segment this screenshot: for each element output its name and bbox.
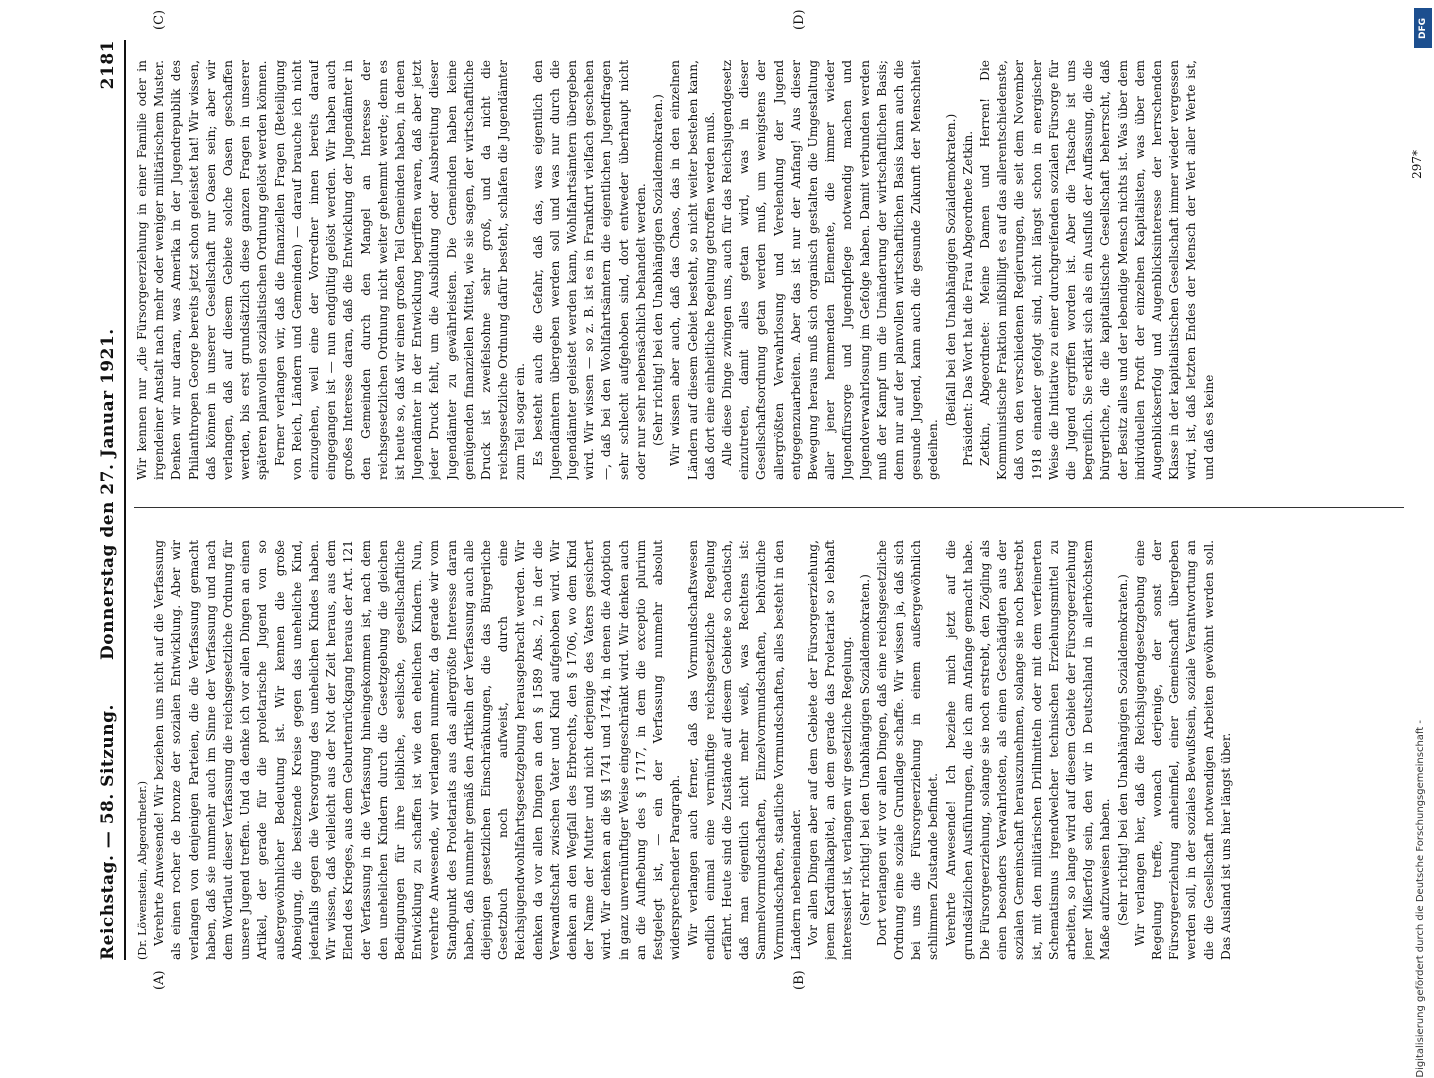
interjection: (Beifall bei den Unabhängigen Sozialdemokraten.) xyxy=(943,113,958,427)
margin-mark-b: (B) xyxy=(792,970,807,990)
page-number: 2181 xyxy=(98,40,118,90)
paragraph: Es besteht auch die Gefahr, daß das, was eigentlich den Jugendämtern übergeben werden soll und was nur durch die Jugendämter geleistet werden kann, Wohlfahrtsämtern übergeben wird. Wir wissen — so z. B. ist es in Frankfurt vielfach geschehen —, daß bei den Wohlfahrtsämtern die eigentlichen Jugendfragen sehr schlecht aufgehoben sind, dort entweder überhaupt nicht oder nur sehr nebensächlich behandelt werden. xyxy=(530,60,648,480)
paragraph: Zetkin, Abgeordnete: Meine Damen und Herren! Die Kommunistische Fraktion mißbilligt es auf das allerentschiedenste, daß von den verschiedenen Regierungen, die seit dem November 1918 einander gefolgt sind, nicht längst schon in energischer Weise die Initiative zu einer durchgreifenden sozialen Fürsorge für die Jugend ergriffen worden ist. Aber die Tatsache ist uns begreiflich. Sie erklärt sich als ein Ausfluß der Auffassung, die die bürgerliche, die die kapitalistische Gesellschaft beherrscht, daß der Besitz alles und der lebendige Mensch nichts ist. Was über dem individuellen Profit der einzelnen Kapitalisten, was über dem Augenblickserfolg und Augenblicksinteresse der herrschenden Klasse in der kapitalistischen Gesellschaft immer wieder vergessen wird, ist, daß letzten Endes der Mensch der Wert aller Werte ist, und daß es keine xyxy=(977,60,1216,480)
interjection: (Sehr richtig! bei den Unabhängigen Sozialdemokraten.) xyxy=(857,574,872,926)
interjection: (Sehr richtig! bei den Unabhängigen Sozialdemokraten.) xyxy=(651,94,666,446)
paragraph: Alle diese Dinge zwingen uns, auch für das Reichsjugendgesetz einzutreten, damit alles getan wird, was in dieser Gesellschaftsordnung getan werden muß, um wenigstens der allergrößten Verwahrlosung und Verelendung der Jugend entgegenzuarbeiten. Aber das ist nur der Anfang! Aus dieser Bewegung heraus muß sich organisch gestalten die Umgestaltung aller jener hemmenden Elemente, die immer wieder Jugendfürsorge und Jugendpflege notwendig machen und Jugendverwahrlosung im Gefolge haben. Damit verbunden werden muß der Kampf um die Umänderung der wirtschaftlichen Basis; denn nur auf der planvollen wirtschaftlichen Basis kann auch die gesunde Jugend, kann auch die gesunde Zukunft der Menschheit gedeihen. xyxy=(719,60,941,480)
paragraph: Wir verlangen hier, daß die Reichsjugendgesetzgebung eine Regelung treffe, wonach derjenige, der sonst der Fürsorgeerziehung anheimfiel, einer Gemeinschaft übergeben werden soll, in der soziales Bewußtsein, soziale Verantwortung an die die Gesellschaft notwendigen Arbeiten gewöhnt werden soll. Das Ausland ist uns hier längst über. xyxy=(1132,540,1233,960)
dfg-sidebar xyxy=(1412,0,1434,1078)
margin-mark-c: (C) xyxy=(152,9,167,30)
paragraph: Verehrte Anwesende! Wir beziehen uns nicht auf die Verfassung als einen rocher de bronze der sozialen Entwicklung. Aber wir verlangen von denjenigen Parteien, die die Verfassung gemacht haben, daß sie nunmehr auch im Sinne der Verfassung und nach dem Wortlaut dieser Verfassung die reichsgesetzliche Ordnung für unsere Jugend treffen. Und da denke ich vor allen Dingen an einen Artikel, der gerade für die proletarische Jugend von so außergewöhnlicher Bedeutung ist. Wir kennen die große Abneigung, die besitzende Kreise gegen das uneheliche Kind, jedenfalls gegen die Versorgung des unehelichen Kindes haben. Wir wissen, daß vielleicht aus der Not der Zeit heraus, aus dem Elend des Krieges, aus dem Geburtenrückgang heraus der Art. 121 der Verfassung in die Verfassung hineingekommen ist, nach dem den unehelichen Kindern durch die Gesetzgebung die gleichen Bedingungen für ihre leibliche, seelische, gesellschaftliche Entwicklung zu schaffen ist wie den ehelichen Kindern. Nun, verehrte Anwesende, wir verlangen nunmehr, da gerade wir vom Standpunkt des Proletariats aus das allergrößte Interesse daran haben, daß nunmehr gemäß den Artikeln der Verfassung auch alle diejenigen gesetzlichen Einschränkungen, die das Bürgerliche Gesetzbuch noch aufweist, durch eine Reichsjugendwohlfahrtsgesetzgebung herausgebracht werden. Wir denken da vor allen Dingen an den § 1589 Abs. 2, in der die Verwandtschaft zwischen Vater und Kind aufgehoben wird. Wir denken an den Wegfall des Erbrechts, den § 1706, wo dem Kind der Name der Mutter und nicht derjenige des Vaters gesichert wird. Wir denken an die §§ 1741 und 1744, in denen die Adoption in ganz unvernünftiger Weise eingeschränkt wird. Wir denken auch an die Aufhebung des § 1717, in dem die exceptio plurium festgelegt ist, — ein der Verfassung nunmehr absolut widersprechender Paragraph. xyxy=(152,540,683,960)
header-rule xyxy=(124,40,126,960)
margin-mark-a: (A) xyxy=(152,970,167,990)
interjection: (Sehr richtig! bei den Unabhängigen Sozialdemokraten.) xyxy=(1115,574,1130,926)
paragraph: Wir verlangen auch ferner, daß das Vormundschaftswesen endlich einmal eine vernünftige reichsgesetzliche Regelung erfährt. Heute sind die Zustände auf diesem Gebiete so chaotisch, daß man eigentlich nicht mehr weiß, was Rechtens ist: Sammelvormundschaften, Einzelvormundschaften, behördliche Vormundschaften, staatliche Vormundschaften, alles besteht in den Ländern nebeneinander. xyxy=(685,540,803,960)
paragraph: Ferner verlangen wir, daß die finanziellen Fragen (Beteiligung von Reich, Ländern und Gemeinden) — darauf brauche ich nicht einzugehen, weil eine der Vorredner innen bereits darauf eingegangen ist — nun endgültig gelöst werden. Wir haben auch großes Interesse daran, daß die Entwicklung der Jugendämter in den Gemeinden durch den Mangel an Interesse der reichsgesetzlichen Ordnung nicht weiter gehemmt werde; denn es ist heute so, daß wir einen großen Teil Gemeinden haben, in denen Jugendämter in der Entwicklung begriffen waren, daß aber jetzt jeder Druck fehlt, um die Ausbildung oder Ausbreitung dieser Jugendämter zu gewährleisten. Die Gemeinden haben keine genügenden finanziellen Mittel, wie sie sagen, der wirtschaftliche Druck ist zweifelsohne sehr groß, und da nicht die reichsgesetzliche Ordnung dafür besteht, schlafen die Jugendämter zum Teil sogar ein. xyxy=(272,60,528,480)
margin-mark-d: (D) xyxy=(792,9,807,30)
paragraph: Dort verlangen wir vor allen Dingen, daß eine reichsgesetzliche Ordnung eine soziale Grundlage schaffe. Wir wissen ja, daß sich bei uns die Fürsorgeerziehung in einem außergewöhnlich schlimmen Zustande befindet. xyxy=(874,540,941,960)
speaker-tag: (Dr. Löwenstein, Abgeordneter.) xyxy=(136,780,149,960)
header-left: Reichstag. — 58. Sitzung. xyxy=(98,704,118,960)
dfg-logo: DFG xyxy=(1414,8,1432,48)
right-column xyxy=(134,60,1404,480)
president-line: Präsident: Das Wort hat die Frau Abgeordnete Zetkin. xyxy=(960,130,975,466)
header-date: Donnerstag den 27. Januar 1921. xyxy=(98,328,118,660)
column-divider xyxy=(134,507,1404,508)
paragraph: Wir kennen nur „die Fürsorgeerziehung in einer Familie oder in irgendeiner Anstalt nach mehr oder weniger militärischem Muster. Denken wir nur daran, was Amerika in der Jugendrepublik des Philanthropen George bereits jetzt schon geleistet hat! Wir wissen, daß können in unserer Gesellschaft nur Oasen sein; aber wir verlangen, daß auf diesem Gebiete solche Oasen geschaffen werden, bis erst grundsätzlich diese ganzen Fragen in unserer späteren planvollen sozialistischen Ordnung gelöst werden können. xyxy=(135,60,270,480)
left-column xyxy=(134,540,1404,960)
paragraph: Wir wissen aber auch, daß das Chaos, das in den einzelnen Ländern auf diesem Gebiet besteht, so nicht weiter bestehen kann, daß dort eine einheitliche Regelung getroffen werden muß. xyxy=(668,60,717,480)
paragraph: Verehrte Anwesende! Ich beziehe mich jetzt auf die grundsätzlichen Ausführungen, die ich am Anfange gemacht habe. Die Fürsorgeerziehung, solange sie noch erstrebt, den Zögling als einen besonders Verwahrlosten, als einen Geschädigten aus der sozialen Gemeinschaft herauszunehmen, solange sie noch bestrebt ist, mit den militärischen Drillmitteln oder mit dem verfeinerten Schematismus irgendwelcher technischen Erziehungsmittel zu arbeiten, so lange wird auf diesem Gebiete der Fürsorgeerziehung jener Mißerfolg sein, den wir in Deutschland in allerhöchstem Maße aufzuweisen haben. xyxy=(943,540,1113,960)
page-header xyxy=(92,40,126,960)
digitization-note: Digitalisierung gefördert durch die Deutsche Forschungsgemeinschaft - xyxy=(1415,720,1426,1078)
sheet-signature: 297* xyxy=(1410,150,1424,179)
paragraph: Vor allen Dingen aber auf dem Gebiete der Fürsorgeerziehung, jenem Kardinalkapitel, an dem gerade das Proletariat so lebhaft interessiert ist, verlangen wir gesetzliche Regelung. xyxy=(805,540,855,960)
